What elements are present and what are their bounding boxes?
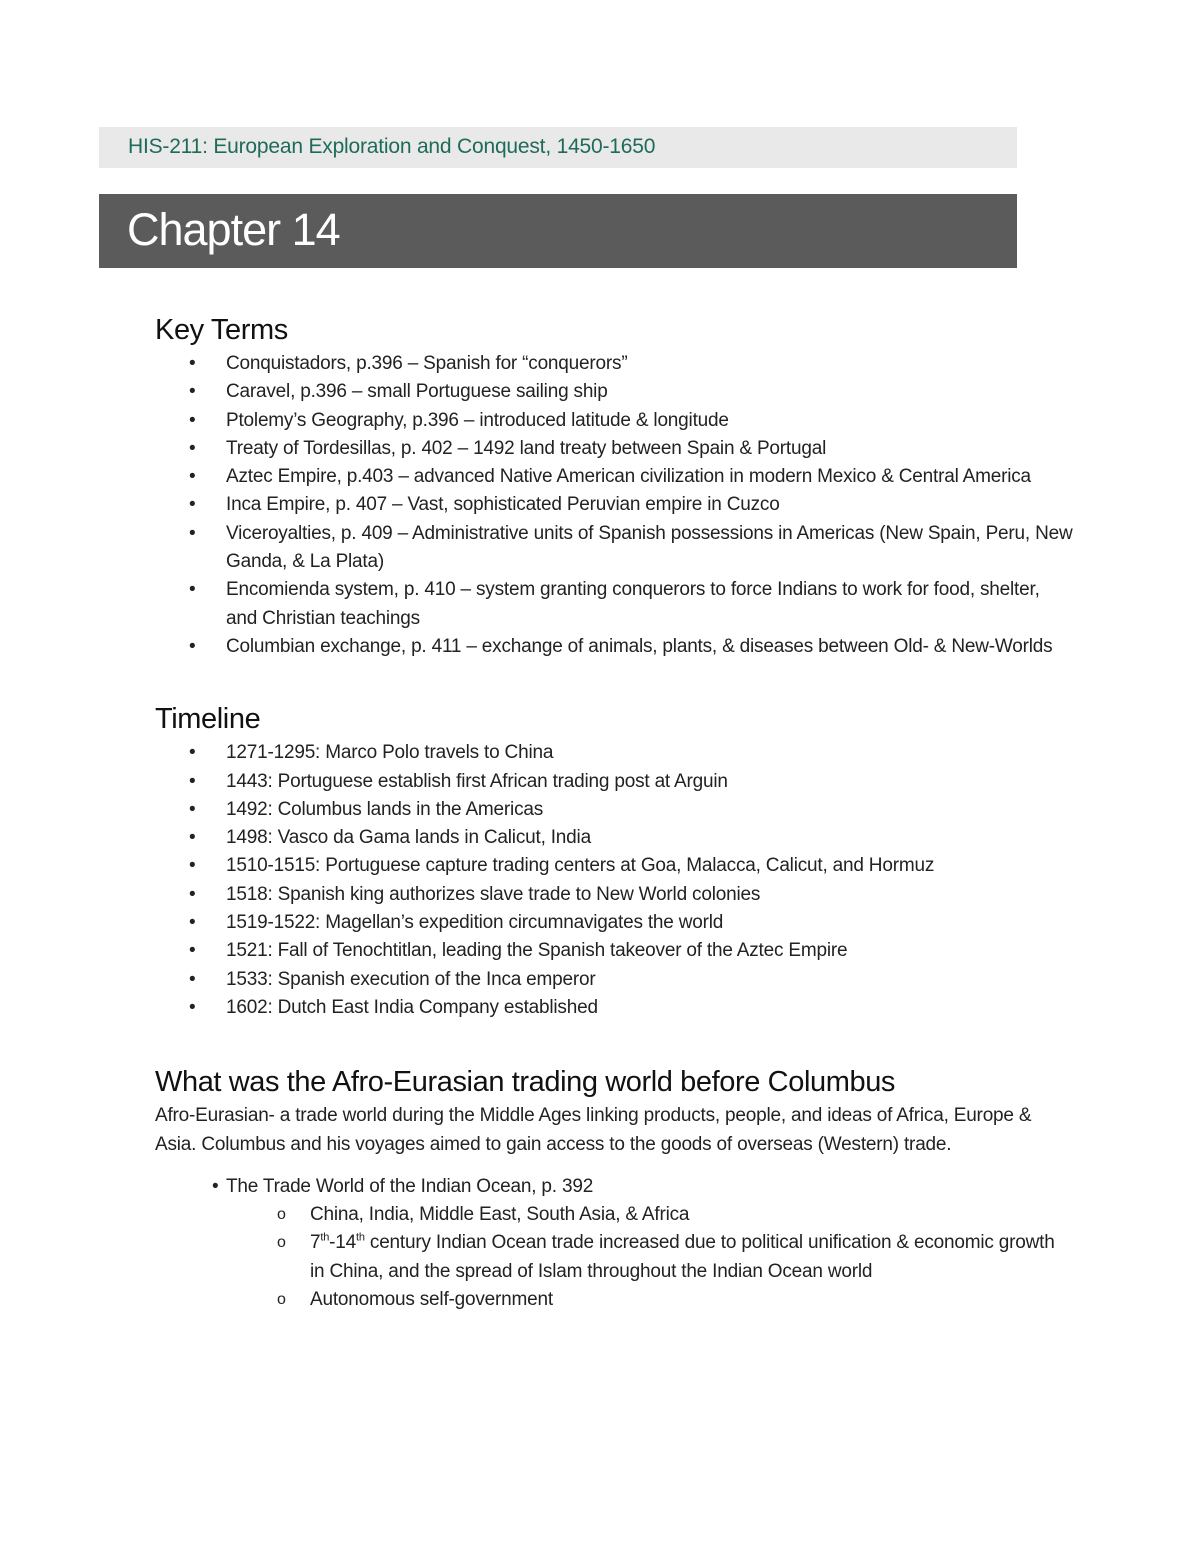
bullet-icon: • (189, 940, 196, 962)
bullet-icon: • (189, 381, 196, 403)
list-item (155, 378, 1075, 406)
list-item-text: Caravel, p.396 – small Portuguese sailing ship (226, 381, 608, 403)
point-text: century Indian Ocean trade increased due to political unification & economic growth in China, and the spread of Islam throughout the Indian Ocean world (310, 1232, 1055, 1282)
list-item-text: Aztec Empire, p.403 – advanced Native American civilization in modern Mexico & Central America (226, 466, 1031, 488)
list-item-text: 1443: Portuguese establish first African trading post at Arguin (226, 770, 728, 792)
bullet-icon: • (189, 579, 196, 601)
list-item (155, 824, 1075, 852)
indian-ocean-subtopic (155, 1173, 1075, 1201)
list-item (155, 1229, 1070, 1286)
list-item-text: 1602: Dutch East India Company established (226, 996, 598, 1018)
key-terms-heading: Key Terms (155, 314, 288, 346)
list-item (155, 520, 1075, 577)
bullet-icon: • (189, 883, 196, 905)
list-item-text: Encomienda system, p. 410 – system granting conquerors to force Indians to work for food, shelter, and Christian teachings (226, 579, 1040, 629)
list-item-text: Autonomous self-government (310, 1289, 553, 1311)
list-item (155, 994, 1075, 1022)
ordinal-suffix: th (320, 1232, 330, 1245)
list-item (155, 909, 1075, 937)
bullet-icon: • (189, 968, 196, 990)
afro-eurasian-heading: What was the Afro-Eurasian trading world before Columbus (155, 1066, 896, 1099)
timeline-section (155, 699, 1075, 1022)
list-item (155, 1201, 1070, 1229)
list-item (155, 966, 1075, 994)
indian-ocean-points (155, 1201, 1075, 1314)
bullet-icon: • (189, 409, 196, 431)
circle-bullet-icon: o (277, 1291, 286, 1309)
course-title: HIS-211: European Exploration and Conquest, 1450-1650 (128, 135, 656, 158)
timeline-heading: Timeline (155, 703, 261, 736)
list-item (155, 881, 1075, 909)
key-terms-section (155, 310, 1075, 661)
bullet-icon: • (189, 827, 196, 849)
list-item-text: 1519-1522: Magellan’s expedition circumnavigates the world (226, 912, 724, 934)
list-item-text: 1271-1295: Marco Polo travels to China (226, 742, 554, 764)
list-item-text: Conquistadors, p.396 – Spanish for “conquerors” (226, 353, 628, 374)
list-item-text (310, 1232, 1055, 1281)
list-item-text: Treaty of Tordesillas, p. 402 – 1492 land treaty between Spain & Portugal (226, 437, 827, 459)
ordinal-suffix: th (356, 1232, 365, 1245)
list-item (155, 633, 1075, 661)
list-item-text: Viceroyalties, p. 409 – Administrative units of Spanish possessions in Americas (New Spain, Peru, New Ganda, & La Plata) (226, 522, 1073, 573)
list-item-text: 1533: Spanish execution of the Inca emperor (226, 968, 596, 990)
bullet-icon: • (212, 1175, 219, 1197)
afro-eurasian-intro: Afro-Eurasian- a trade world during the Middle Ages linking products, people, and ideas of Africa, Europe & Asia. Columbus and his voyages aimed to gain access to the goods of overseas (Western) trade. (155, 1105, 1032, 1155)
list-item (155, 852, 1075, 880)
list-item-text: 1498: Vasco da Gama lands in Calicut, India (226, 827, 591, 849)
bullet-icon: • (189, 912, 196, 934)
bullet-icon: • (189, 635, 196, 657)
bullet-icon: • (189, 466, 196, 488)
bullet-icon: • (189, 770, 196, 792)
chapter-title: Chapter 14 (127, 204, 340, 255)
list-item-text: 1510-1515: Portuguese capture trading centers at Goa, Malacca, Calicut, and Hormuz (226, 855, 935, 877)
bullet-icon: • (189, 494, 196, 516)
list-item-text: Inca Empire, p. 407 – Vast, sophisticated Peruvian empire in Cuzco (226, 494, 780, 516)
list-item (155, 1286, 1070, 1314)
century-end: -14 (329, 1232, 357, 1254)
key-terms-list (155, 350, 1075, 661)
list-item-text: 1518: Spanish king authorizes slave trade to New World colonies (226, 883, 761, 905)
century-start: 7 (310, 1232, 321, 1254)
list-item (155, 576, 1075, 633)
bullet-icon: • (189, 742, 196, 764)
circle-bullet-icon: o (277, 1234, 286, 1252)
list-item-text: Ptolemy’s Geography, p.396 – introduced latitude & longitude (226, 409, 729, 431)
list-item-text: 1492: Columbus lands in the Americas (226, 798, 544, 820)
list-item (155, 739, 1075, 767)
bullet-icon: • (189, 353, 196, 374)
timeline-list (155, 739, 1075, 1022)
document-body (155, 310, 1075, 1314)
bullet-icon: • (189, 996, 196, 1018)
bullet-icon: • (189, 522, 196, 544)
list-item (155, 463, 1075, 491)
list-item-text: 1521: Fall of Tenochtitlan, leading the Spanish takeover of the Aztec Empire (226, 940, 848, 962)
chapter-header-bar (99, 194, 1017, 268)
list-item (155, 937, 1075, 965)
afro-eurasian-section (155, 1062, 1075, 1314)
circle-bullet-icon: o (277, 1206, 286, 1224)
subtopic-text: The Trade World of the Indian Ocean, p. 392 (226, 1175, 594, 1197)
bullet-icon: • (189, 855, 196, 877)
list-item (155, 435, 1075, 463)
list-item-text: Columbian exchange, p. 411 – exchange of animals, plants, & diseases between Old- & New-Worlds (226, 635, 1053, 657)
list-item (155, 407, 1075, 435)
bullet-icon: • (189, 437, 196, 459)
list-item (155, 491, 1075, 519)
bullet-icon: • (189, 798, 196, 820)
list-item-text: China, India, Middle East, South Asia, & Africa (310, 1204, 690, 1226)
course-header-bar (99, 127, 1017, 168)
list-item (155, 768, 1075, 796)
list-item (155, 350, 1075, 378)
list-item (155, 796, 1075, 824)
